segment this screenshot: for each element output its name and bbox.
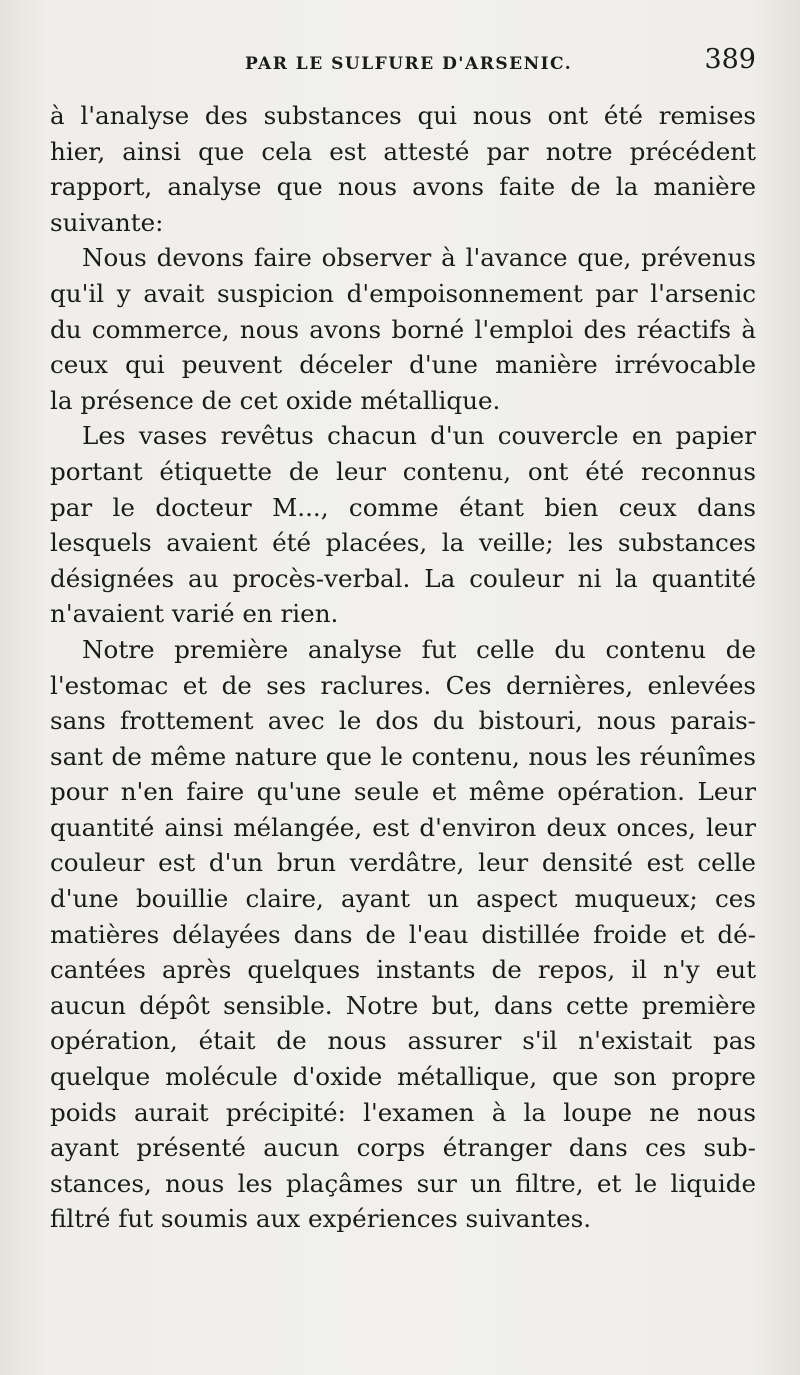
text-line: opération, était de nous assurer s'il n'existait pas — [50, 1026, 756, 1056]
text-line: stances, nous les plaçâmes sur un filtre, et le liquide — [50, 1168, 756, 1198]
text-line: Les vases revêtus chacun d'un couvercle en papier — [82, 421, 756, 451]
text-line: sans frottement avec le dos du bistouri, nous parais- — [50, 706, 756, 736]
page-header — [50, 44, 756, 84]
text-line: filtré fut soumis aux expériences suivantes. — [50, 1204, 592, 1234]
text-line: la présence de cet oxide métallique. — [50, 385, 501, 415]
text-line: lesquels avaient été placées, la veille; les substances — [50, 528, 756, 558]
text-line: hier, ainsi que cela est attesté par notre précédent — [50, 136, 756, 166]
text-line: pour n'en faire qu'une seule et même opération. Leur — [50, 777, 756, 807]
text-line: l'estomac et de ses raclures. Ces dernières, enlevées — [50, 670, 756, 700]
text-line: d'une bouillie claire, ayant un aspect muqueux; ces — [50, 884, 756, 914]
text-line: poids aurait précipité: l'examen à la loupe ne nous — [50, 1097, 756, 1127]
text-line: couleur est d'un brun verdâtre, leur densité est celle — [50, 848, 756, 878]
text-line: sant de même nature que le contenu, nous les réunîmes — [50, 741, 756, 771]
text-line: Nous devons faire observer à l'avance que, prévenus — [82, 243, 756, 273]
text-line: Notre première analyse fut celle du contenu de — [82, 634, 756, 664]
text-line: quelque molécule d'oxide métallique, que son propre — [50, 1062, 756, 1092]
page-number: 389 — [704, 44, 756, 75]
text-line: ceux qui peuvent déceler d'une manière irrévocable — [50, 350, 756, 380]
text-line: qu'il y avait suspicion d'empoisonnement par l'arsenic — [50, 278, 756, 308]
text-line: n'avaient varié en rien. — [50, 599, 339, 629]
text-line: suivante: — [50, 207, 164, 237]
text-line: désignées au procès-verbal. La couleur ni la quantité — [50, 563, 756, 593]
text-line: à l'analyse des substances qui nous ont été remises — [50, 101, 756, 130]
text-line: cantées après quelques instants de repos, il n'y eut — [50, 955, 756, 985]
text-line: par le docteur M..., comme étant bien ceux dans — [50, 492, 756, 522]
body-text — [50, 98, 756, 1237]
text-line: du commerce, nous avons borné l'emploi des réactifs à — [50, 314, 756, 344]
text-line: aucun dépôt sensible. Notre but, dans cette première — [50, 990, 756, 1020]
text-line: portant étiquette de leur contenu, ont été reconnus — [50, 456, 756, 486]
text-line: ayant présenté aucun corps étranger dans ces sub- — [50, 1133, 756, 1163]
running-head: PAR LE SULFURE D'ARSENIC. — [245, 54, 573, 74]
text-line: matières délayées dans de l'eau distillée froide et dé- — [50, 919, 756, 949]
text-line: rapport, analyse que nous avons faite de la manière — [50, 172, 756, 202]
text-line: quantité ainsi mélangée, est d'environ deux onces, leur — [50, 812, 756, 842]
